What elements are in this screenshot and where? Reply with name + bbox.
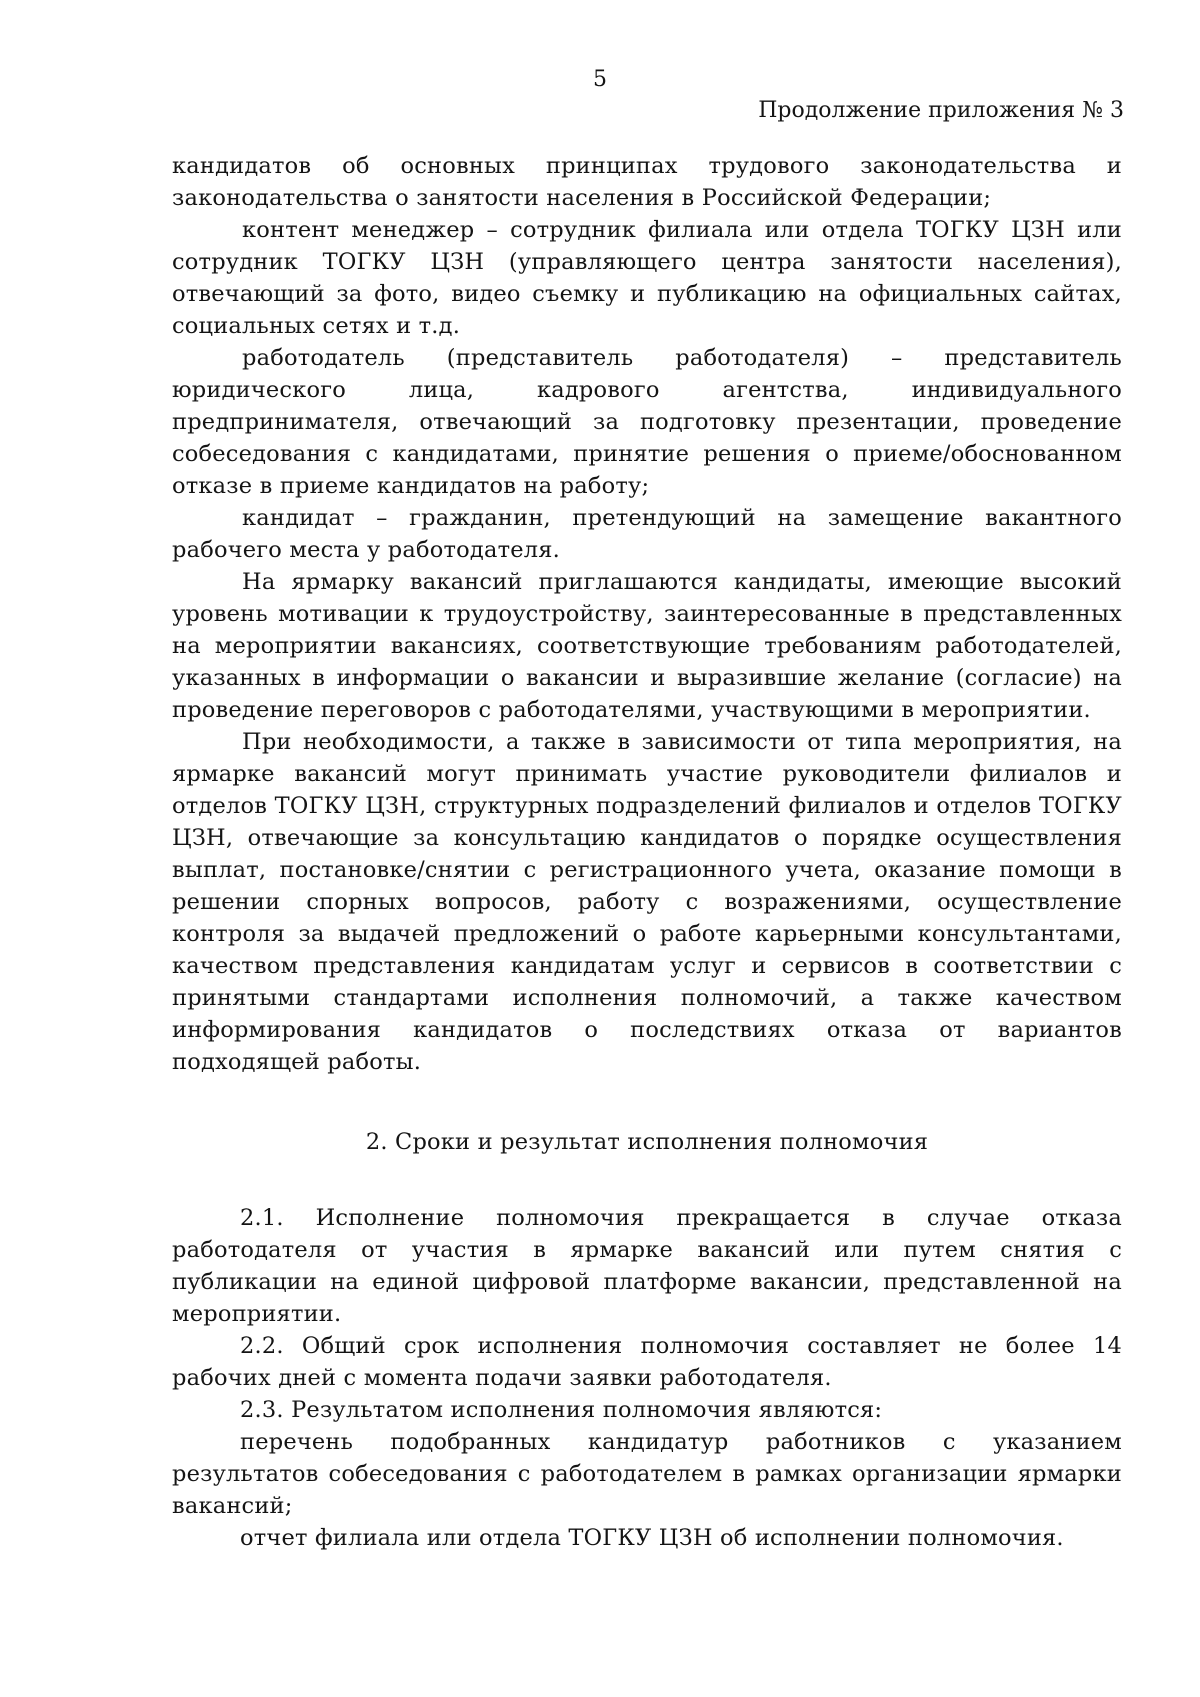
paragraph-continuation: кандидатов об основных принципах трудового законодательства и законодательства о занятости населения в Российской Федерации;: [172, 153, 1122, 211]
paragraph-employer: работодатель (представитель работодателя) – представитель юридического лица, кадрового агентства, индивидуального предпринимателя, отвечающий за подготовку презентации, проведение собеседования с кандидатами, принятие решения о приеме/обоснованном отказе в приеме кандидатов на работу;: [172, 345, 1122, 499]
clause-2-3: 2.3. Результатом исполнения полномочия являются:: [240, 1397, 883, 1423]
document-body: [172, 150, 1122, 1554]
page-number: 5: [593, 67, 607, 92]
section-heading: 2. Сроки и результат исполнения полномочия: [365, 1129, 929, 1155]
clause-2-2: 2.2. Общий срок исполнения полномочия составляет не более 14 рабочих дней с момента подачи заявки работодателя.: [172, 1333, 1122, 1391]
paragraph-participants: При необходимости, а также в зависимости от типа мероприятия, на ярмарке вакансий могут принимать участие руководители филиалов и отделов ТОГКУ ЦЗН, структурных подразделений филиалов и отделов ТОГКУ ЦЗН, отвечающие за консультацию кандидатов о порядке осуществления выплат, постановке/снятии с регистрационного учета, оказание помощи в решении спорных вопросов, работу с возражениями, осуществление контроля за выдачей предложений о работе карьерными консультантами, качеством представления кандидатам услуг и сервисов в соответствии с принятыми стандартами исполнения полномочий, а также качеством информирования кандидатов о последствиях отказа от вариантов подходящей работы.: [172, 729, 1122, 1075]
paragraph-invited-candidates: На ярмарку вакансий приглашаются кандидаты, имеющие высокий уровень мотивации к трудоустройству, заинтересованные в представленных на мероприятии вакансиях, соответствующие требованиям работодателей, указанных в информации о вакансии и выразившие желание (согласие) на проведение переговоров с работодателями, участвующими в мероприятии.: [172, 569, 1122, 723]
clause-2-1: 2.1. Исполнение полномочия прекращается в случае отказа работодателя от участия в ярмарке вакансий или путем снятия с публикации на единой цифровой платформе вакансии, представленной на мероприятии.: [172, 1205, 1122, 1327]
result-item-candidates-list: перечень подобранных кандидатур работников с указанием результатов собеседования с работодателем в рамках организации ярмарки вакансий;: [172, 1429, 1122, 1519]
paragraph-candidate: кандидат – гражданин, претендующий на замещение вакантного рабочего места у работодателя.: [172, 505, 1122, 563]
paragraph-content-manager: контент менеджер – сотрудник филиала или отдела ТОГКУ ЦЗН или сотрудник ТОГКУ ЦЗН (управляющего центра занятости населения), отвечающий за фото, видео съемку и публикацию на официальных сайтах, социальных сетях и т.д.: [172, 217, 1122, 339]
running-header: Продолжение приложения № 3: [758, 98, 1124, 123]
result-item-report: отчет филиала или отдела ТОГКУ ЦЗН об исполнении полномочия.: [240, 1525, 1064, 1551]
